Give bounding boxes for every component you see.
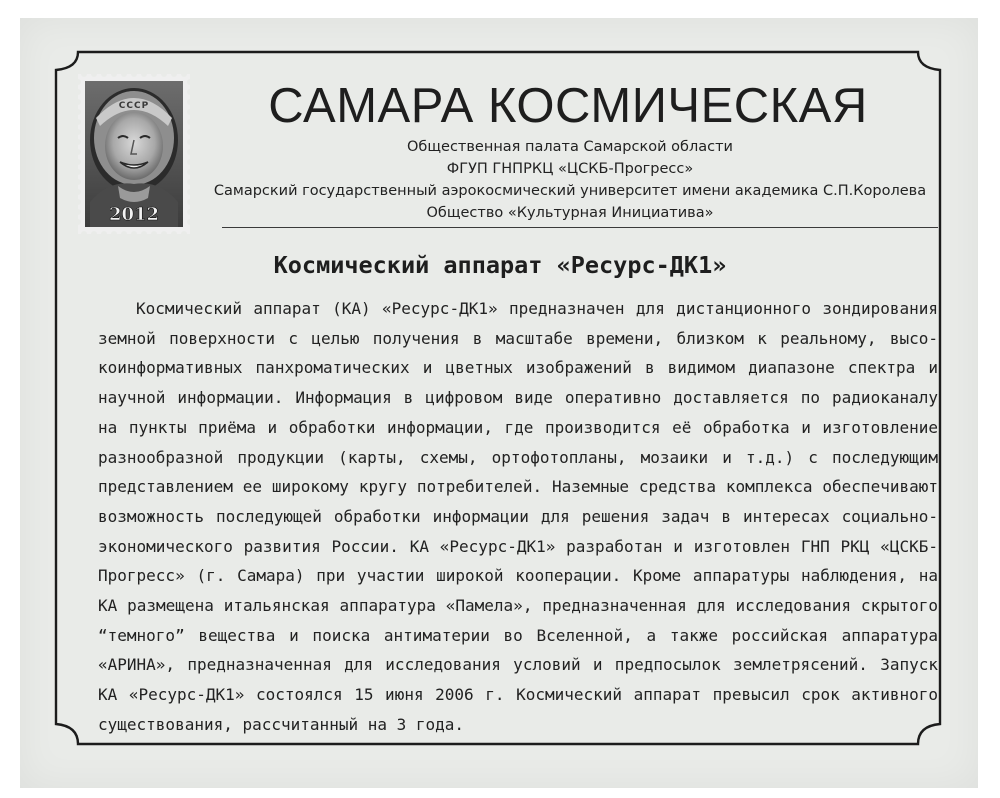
article-line: возможность последующей обработки информации для решения задач в интересах социально- [98, 506, 938, 526]
organization-item: Общественная палата Самарской области [407, 139, 733, 155]
article-title: Космический аппарат «Ресурс-ДК1» [273, 251, 727, 279]
organizations-list [200, 136, 940, 224]
article-line: существования, рассчитанный на 3 года. [98, 714, 465, 734]
article-line: Космический аппарат (КА) «Ресурс-ДК1» предназначен для дистанционного зондирования [136, 299, 938, 318]
article-line: КА размещена итальянская аппаратура «Памела», предназначенная для исследования скрытого [98, 596, 938, 616]
article-line: “темного” вещества и поиска антиматерии во Вселенной, а также российская аппаратура [98, 625, 938, 645]
svg-text:СССР: СССР [118, 101, 150, 111]
souvenir-card [20, 18, 978, 788]
organization-item: Самарский государственный аэрокосмический университет имени академика С.П.Королева [213, 183, 927, 199]
article-line: «АРИНА», предназначенная для исследования условий и предпосылок землетрясений. Запуск [98, 655, 938, 675]
main-title: САМАРА КОСМИЧЕСКАЯ [268, 79, 868, 133]
article-line: разнообразной продукции (карты, схемы, ортофотопланы, мозаики и т.д.) с последующим [98, 447, 938, 467]
article-line: на пункты приёма и обработки информации, где производится её обработка и изготовление [98, 417, 938, 437]
article-body [98, 294, 938, 740]
article-line: коинформативных панхроматических и цветных изображений в видимом диапазоне спектра и [98, 358, 938, 378]
article-line: КА «Ресурс-ДК1» состоялся 15 июня 2006 г. Космический аппарат превысил срок активного [98, 685, 938, 705]
stamp-year: 2012 [108, 204, 160, 225]
postage-stamp [78, 74, 190, 234]
article-line: представлением ее широкому кругу потребителей. Наземные средства комплекса обеспечивают [98, 477, 938, 497]
header-divider [222, 227, 938, 228]
article-line: экономического развития России. КА «Ресурс-ДК1» разработан и изготовлен ГНП РКЦ «ЦСКБ- [98, 536, 938, 556]
article-line: земной поверхности с целью получения в масштабе времени, близком к реальному, высо- [98, 328, 938, 348]
article-line: научной информации. Информация в цифровом виде оперативно доставляется по радиоканалу [98, 388, 938, 408]
article-line: Прогресс» (г. Самара) при участии широкой кооперации. Кроме аппаратуры наблюдения, на [98, 566, 938, 586]
organization-item: Общество «Культурная Инициатива» [426, 205, 714, 221]
organization-item: ФГУП ГНПРКЦ «ЦСКБ-Прогресс» [446, 161, 694, 177]
